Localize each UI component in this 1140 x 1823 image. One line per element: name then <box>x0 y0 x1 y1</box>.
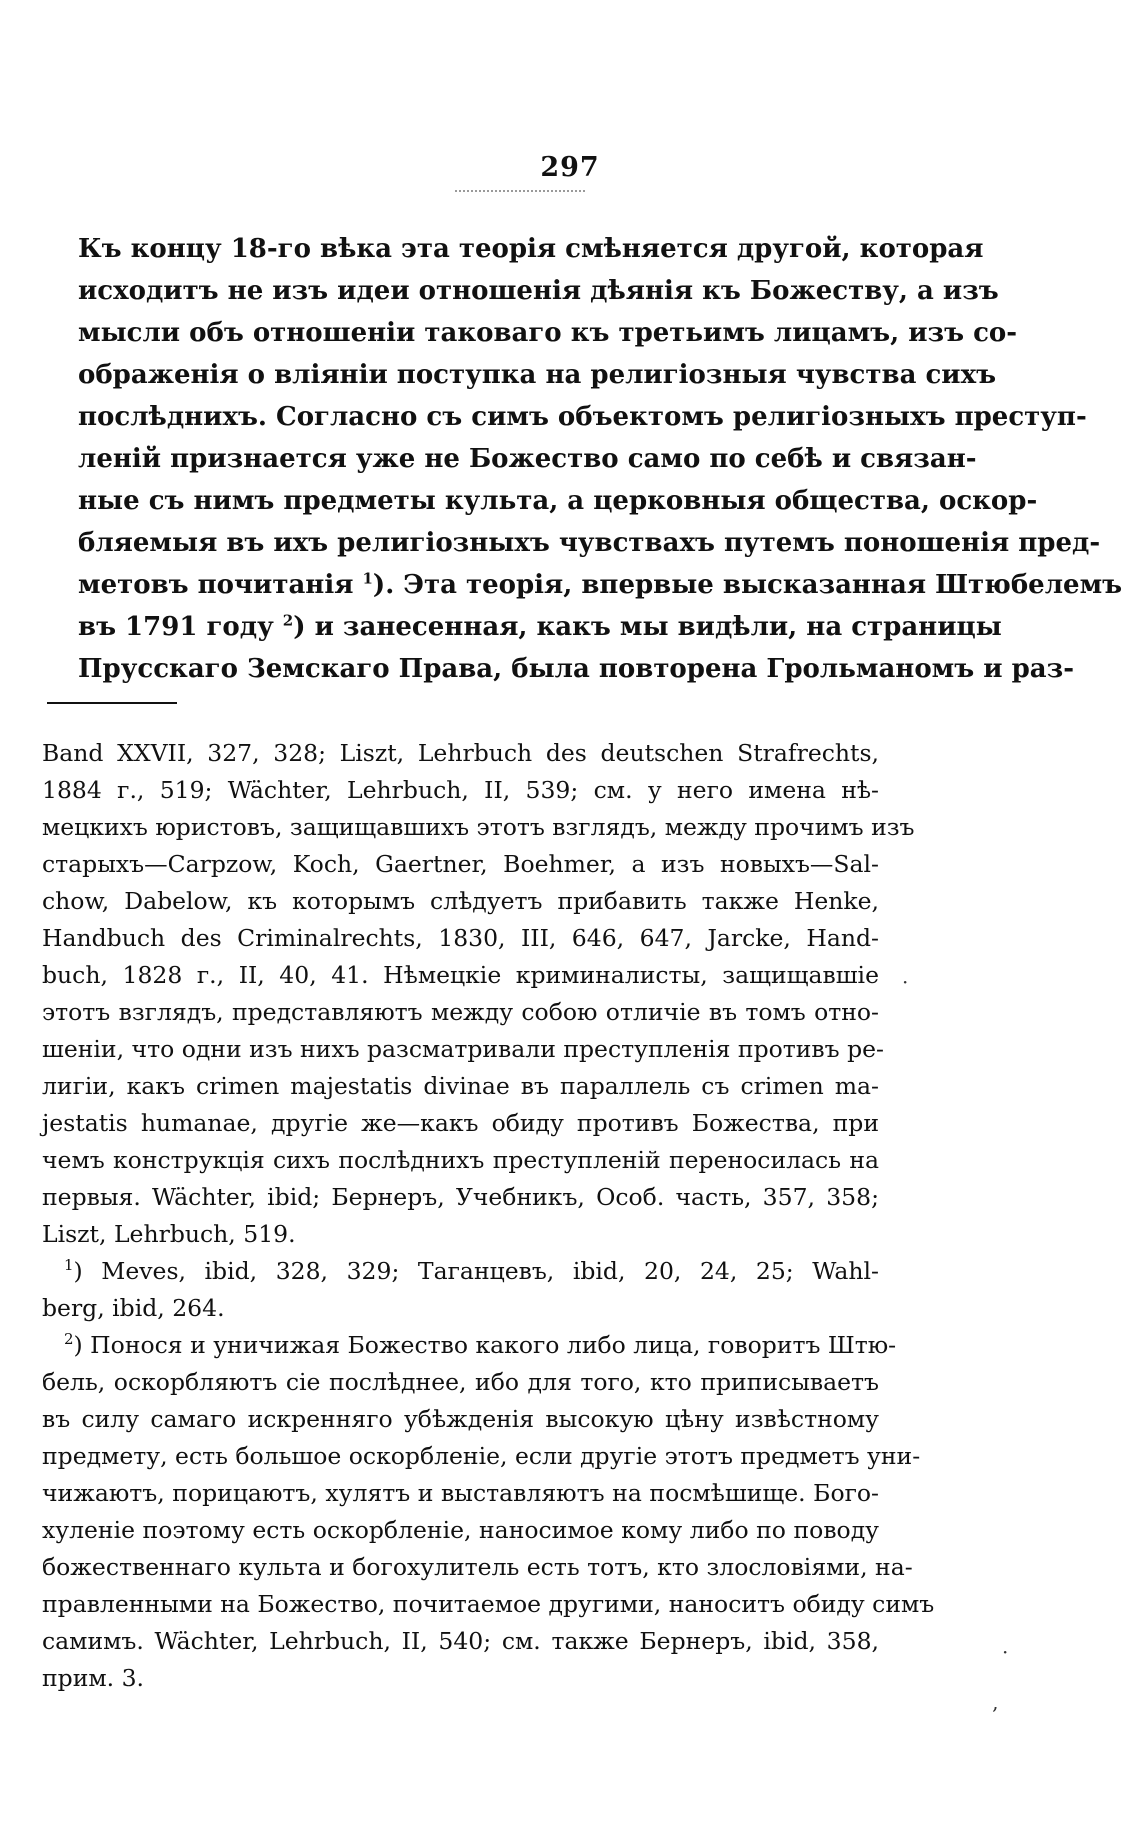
page-number: 297 <box>540 152 600 183</box>
main-text-line: исходитъ не изъ идеи отношенія дѣянія къ Божеству, а изъ <box>78 276 999 306</box>
main-text-fragment: въ 1791 году <box>78 612 283 642</box>
footnote-line: мецкихъ юристовъ, защищавшихъ этотъ взглядъ, между прочимъ изъ <box>42 813 915 841</box>
footnote-ref-2: 2 <box>282 611 294 630</box>
main-text-line: Прусскаго Земскаго Права, была повторена Грольманомъ и раз- <box>78 654 1074 684</box>
page-number-divider <box>455 190 585 192</box>
footnote-line: старыхъ—Carpzow, Koch, Gaertner, Boehmer, а изъ новыхъ—Sal- <box>42 850 879 878</box>
footnote-line: Band XXVII, 327, 328; Liszt, Lehrbuch des deutschen Strafrechts, <box>42 739 879 767</box>
footnote-line: Handbuch des Criminalrechts, 1830, III, 646, 647, Jarcke, Hand- <box>42 924 879 952</box>
footnote-text: ) Meves, ibid, 328, 329; Таганцевъ, ibid, 20, 24, 25; Wahl- <box>73 1257 879 1285</box>
scan-speck: · <box>902 970 909 994</box>
main-text-fragment: ) и занесенная, какъ мы видѣли, на страницы <box>293 612 1002 642</box>
footnote-line: шеніи, что одни изъ нихъ разсматривали преступленія противъ ре- <box>42 1035 884 1063</box>
main-text-fragment: ). Эта теорія, впервые высказанная Штюбелемъ <box>372 570 1123 600</box>
footnote-line: buch, 1828 г., II, 40, 41. Нѣмецкіе криминалисты, защищавшіе <box>42 961 879 989</box>
footnote-2-line: прим. 3. <box>42 1664 145 1692</box>
scan-speck: · <box>1002 1640 1009 1664</box>
footnote-marker-2: 2 <box>64 1330 74 1349</box>
footnote-2-line: чижаютъ, порицаютъ, хулятъ и выставляютъ на посмѣшище. Бого- <box>42 1479 879 1507</box>
footnote-line: chow, Dabelow, къ которымъ слѣдуетъ прибавить также Henke, <box>42 887 879 915</box>
main-text-line: ображенія о вліяніи поступка на религіозныя чувства сихъ <box>78 360 997 390</box>
footnotes <box>42 735 935 1697</box>
footnote-text: ) Понося и уничижая Божество какого либо лица, говоритъ Штю- <box>73 1331 897 1359</box>
main-text-line: мысли объ отношеніи таковаго къ третьимъ лицамъ, изъ со- <box>78 318 1018 348</box>
footnote-2-line: въ силу самаго искренняго убѣжденія высокую цѣну извѣстному <box>42 1405 879 1433</box>
footnote-1-line: berg, ibid, 264. <box>42 1294 225 1322</box>
main-text-line: ные съ нимъ предметы культа, а церковныя общества, оскор- <box>78 486 1038 516</box>
main-text-line: леній признается уже не Божество само по себѣ и связан- <box>78 444 977 474</box>
main-text-line: Къ концу 18-го вѣка эта теорія смѣняется другой, которая <box>78 234 984 264</box>
footnote-2-line: предмету, есть большое оскорбленіе, если другіе этотъ предметъ уни- <box>42 1442 921 1470</box>
main-text-line: бляемыя въ ихъ религіозныхъ чувствахъ путемъ поношенія пред- <box>78 528 1101 558</box>
footnote-2-line: бель, оскорбляютъ сіе послѣднее, ибо для того, кто приписываетъ <box>42 1368 879 1396</box>
footnote-marker-1: 1 <box>64 1256 74 1275</box>
footnote-line: Liszt, Lehrbuch, 519. <box>42 1220 296 1248</box>
footnote-2-line: божественнаго культа и богохулитель есть тотъ, кто злословіями, на- <box>42 1553 913 1581</box>
footnote-line: 1884 г., 519; Wächter, Lehrbuch, II, 539; см. у него имена нѣ- <box>42 776 879 804</box>
footnote-line: чемъ конструкція сихъ послѣднихъ преступленій переносилась на <box>42 1146 879 1174</box>
footnote-2-line: хуленіе поэтому есть оскорбленіе, наносимое кому либо по поводу <box>42 1516 879 1544</box>
footnote-2-line: самимъ. Wächter, Lehrbuch, II, 540; см. также Бернеръ, ibid, 358, <box>42 1627 879 1655</box>
footnote-2-line: правленными на Божество, почитаемое другими, наноситъ обиду симъ <box>42 1590 935 1618</box>
footnote-ref-1: 1 <box>362 569 373 588</box>
main-text-fragment: метовъ почитанія <box>78 570 363 600</box>
main-text-line <box>78 606 1002 648</box>
footnote-line: первыя. Wächter, ibid; Бернеръ, Учебникъ, Особ. часть, 357, 358; <box>42 1183 879 1211</box>
scan-speck: ‚ <box>992 1690 999 1714</box>
footnote-line: лигіи, какъ crimen majestatis divinae въ параллель съ crimen ma- <box>42 1072 879 1100</box>
footnote-1-line <box>42 1253 879 1290</box>
footnote-line: этотъ взглядъ, представляютъ между собою отличіе въ томъ отно- <box>42 998 879 1026</box>
footnote-divider <box>47 702 177 704</box>
footnote-line: jestatis humanae, другіе же—какъ обиду противъ Божества, при <box>42 1109 879 1137</box>
main-text-line <box>78 564 1123 606</box>
main-text <box>78 228 1123 690</box>
main-text-line: послѣднихъ. Согласно съ симъ объектомъ религіозныхъ преступ- <box>78 402 1087 432</box>
footnote-2-line <box>42 1327 897 1364</box>
